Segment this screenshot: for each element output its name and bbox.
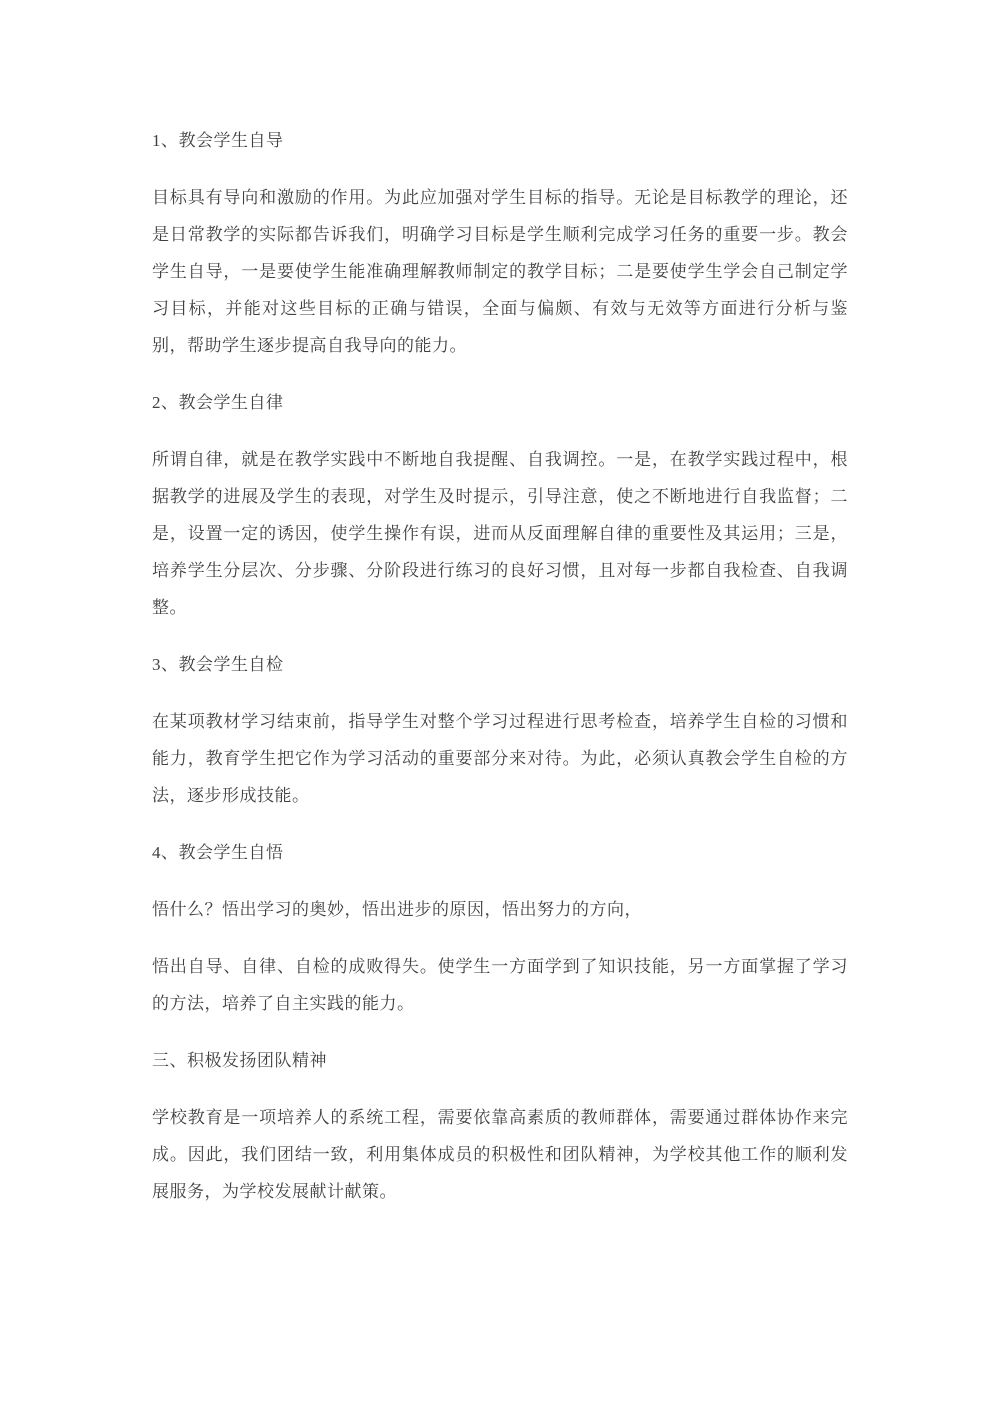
body-paragraph: 悟出自导、自律、自检的成败得失。使学生一方面学到了知识技能，另一方面掌握了学习的方法，培养了自主实践的能力。 (152, 957, 848, 1013)
body-paragraph: 悟什么？悟出学习的奥妙，悟出进步的原因，悟出努力的方向， (152, 900, 642, 919)
section-heading: 三、积极发扬团队精神 (152, 1051, 327, 1070)
section-heading: 1、教会学生自导 (152, 131, 284, 150)
body-paragraph: 在某项教材学习结束前，指导学生对整个学习过程进行思考检查，培养学生自检的习惯和能力，教育学生把它作为学习活动的重要部分来对待。为此，必须认真教会学生自检的方法，逐步形成技能。 (152, 712, 848, 805)
body-paragraph: 所谓自律，就是在教学实践中不断地自我提醒、自我调控。一是，在教学实践过程中，根据教学的进展及学生的表现，对学生及时提示，引导注意，使之不断地进行自我监督；二是，设置一定的诱因，使学生操作有误，进而从反面理解自律的重要性及其运用；三是，培养学生分层次、分步骤、分阶段进行练习的良好习惯，且对每一步都自我检查、自我调整。 (152, 450, 848, 617)
body-paragraph: 目标具有导向和激励的作用。为此应加强对学生目标的指导。无论是目标教学的理论，还是日常教学的实际都告诉我们，明确学习目标是学生顺利完成学习任务的重要一步。教会学生自导，一是要使学生能准确理解教师制定的教学目标；二是要使学生学会自己制定学习目标，并能对这些目标的正确与错误，全面与偏颇、有效与无效等方面进行分析与鉴别，帮助学生逐步提高自我导向的能力。 (152, 188, 848, 355)
section-heading: 3、教会学生自检 (152, 655, 284, 674)
body-paragraph: 学校教育是一项培养人的系统工程，需要依靠高素质的教师群体，需要通过群体协作来完成。因此，我们团结一致，利用集体成员的积极性和团队精神，为学校其他工作的顺利发展服务，为学校发展献计献策。 (152, 1108, 848, 1201)
section-heading: 4、教会学生自悟 (152, 843, 284, 862)
section-heading: 2、教会学生自律 (152, 393, 284, 412)
